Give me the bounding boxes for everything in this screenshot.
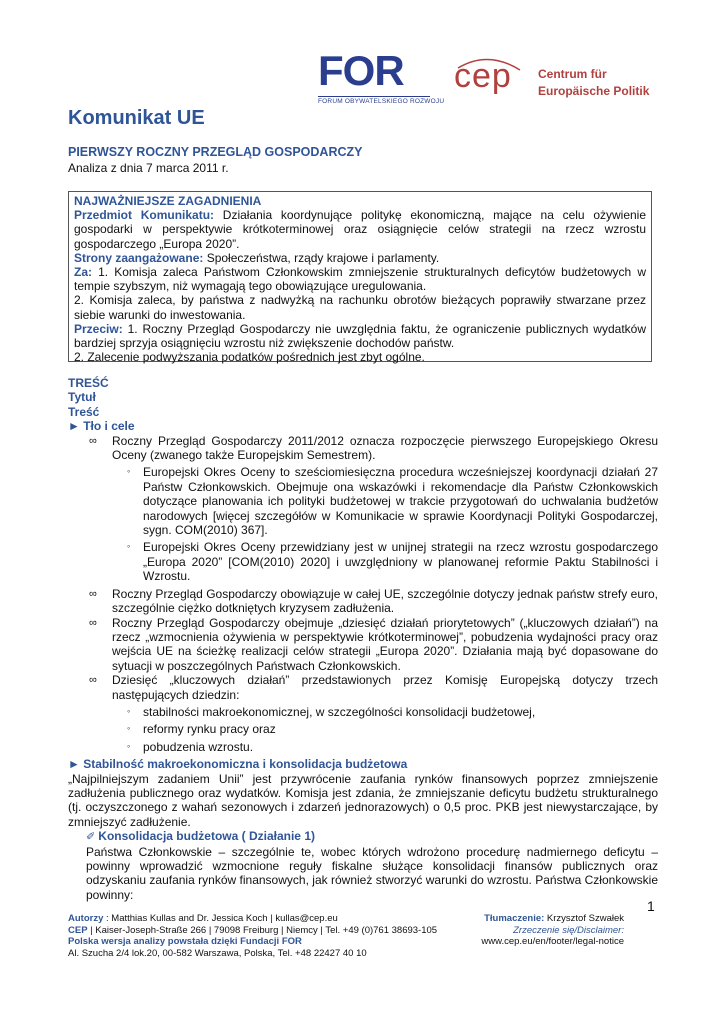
summary-pro-2: 2. Komisja zaleca, by państwa z nadwyżką na rachunku obrotów bieżących poprawiły stwarzane przez siebie warunki do inwestowania. <box>74 293 646 322</box>
footer-polish-version: Polska wersja analizy powstała dzięki Fundacji FOR <box>68 936 302 948</box>
cep-logo <box>448 56 528 96</box>
sub-list-item-text: Europejski Okres Oceny to sześciomiesięczna procedura wcześniejszej koordynacji działań 27 Państw Członkowskich. Obejmuje ona wskazówki i rekomendacje dla Państw Członkowskich dotyczące planowania ich polityki budżetowej w trakcie przygotowań do uchwalania budżetów narodowych [więcej szczegółów w Komunikacie w sprawie Koordynacji Polityki Gospodarczej, sygn. COM(2010) 367]. <box>143 465 658 538</box>
con-1: 1. Roczny Przegląd Gospodarczy nie uwzględnia faktu, że ograniczenie publicznych wydatków bardziej sprzyja osiągnięciu wzrostu niż zwiększenie dochodów państw. <box>74 321 646 351</box>
content-tresc: Treść <box>68 404 100 419</box>
list-item <box>89 587 658 616</box>
footer-left <box>68 913 468 959</box>
sub-bullet-icon: ◦ <box>127 541 131 552</box>
paragraph: „Najpilniejszym zadaniem Unii” jest przywrócenie zaufania rynków finansowych poprzez zmniejszenie zadłużenia publicznego oraz wydatków. Komisja jest zdania, że zmniejszanie deficytu budżetu strukturalnego (tj. oczyszczonego z wahań sezonowych i zdarzeń jednorazowych) o 0,5 proc. PKB jest niewystarczające, by zmniejszyć zadłużenie. <box>68 771 658 829</box>
subsection-marker-icon: ✐ <box>86 831 99 844</box>
authors-text: : Matthias Kullas and Dr. Jessica Koch | kullas@cep.eu <box>103 913 338 924</box>
sub-bullet-icon: ◦ <box>127 705 131 716</box>
cep-logo-name <box>538 66 649 100</box>
list-item-text: Roczny Przegląd Gospodarczy obowiązuje w całej UE, szczególnie dotyczy jednak państw strefy euro, szczególnie ciężko dotkniętych kryzysem zadłużenia. <box>112 586 658 616</box>
document-date: Analiza z dnia 7 marca 2011 r. <box>68 161 229 175</box>
footer-right <box>444 913 624 948</box>
pro-1: 1. Komisja zaleca Państwom Członkowskim zmniejszenie strukturalnych deficytów budżetowych w tempie szybszym, niż wymagają tego obowiązujące uregulowania. <box>74 265 646 294</box>
summary-pro <box>74 265 646 293</box>
summary-heading: NAJWAŻNIEJSZE ZAGADNIENIA <box>74 194 262 208</box>
footer-authors <box>68 913 468 925</box>
list-item-text: Roczny Przegląd Gospodarczy 2011/2012 oznacza rozpoczęcie pierwszego Europejskiego Okresu Oceny (zwanego także Europejskim Semestrem). <box>112 433 658 463</box>
cep-logo-word: cep <box>454 57 512 95</box>
subject-text: Działania koordynujące politykę ekonomiczną, mające na celu ożywienie gospodarki w perspektywie krótkoterminowej oraz osiągnięcie celów strategii na rzecz wzrostu gospodarczego „Europa 2020”. <box>74 208 647 251</box>
sub-bullet-icon: ◦ <box>127 740 131 751</box>
cep-label: CEP <box>68 924 88 936</box>
sub-list-item <box>127 465 658 537</box>
for-logo <box>318 47 445 106</box>
content-heading: TREŚĆ <box>68 376 109 390</box>
summary-con <box>74 322 646 350</box>
bullet-icon: ∞ <box>89 616 97 629</box>
main-content <box>68 376 658 902</box>
parties-label: Strony zaangażowane: <box>74 250 204 265</box>
footer-legal-link[interactable]: www.cep.eu/en/footer/legal-notice <box>481 936 624 948</box>
document-title: Komunikat UE <box>68 107 205 129</box>
sub-list-item <box>127 740 658 754</box>
sub-bullet-icon: ◦ <box>127 466 131 477</box>
cep-name-line2: Europäische Politik <box>538 84 650 98</box>
list-item-text: Roczny Przegląd Gospodarczy obejmuje „dziesięć działań priorytetowych” („kluczowych działań”) na rzecz „wzmocnienia ożywienia w perspektywie krótkoterminowej”, pobudzenia wydajności pracy oraz wejścia UE na ścieżkę realizacji celów strategii „Europa 2020”. Działania mają być dopasowane do sytuacji w poszczególnych Państwach Członkowskich. <box>112 615 658 673</box>
subject-label: Przedmiot Komunikatu: <box>74 208 215 223</box>
list-item <box>89 434 658 584</box>
parties-text: Społeczeństwa, rządy krajowe i parlamenty. <box>203 250 440 265</box>
footer-cep <box>68 925 468 937</box>
translation-text: Krzysztof Szwałek <box>544 913 624 924</box>
content-tytul: Tytuł <box>68 390 96 405</box>
document-subtitle: PIERWSZY ROCZNY PRZEGLĄD GOSPODARCZY <box>68 145 363 159</box>
con-label: Przeciw: <box>74 321 123 336</box>
cep-name-line1: Centrum für <box>538 67 607 81</box>
list-item <box>89 673 658 754</box>
summary-subject <box>74 208 646 251</box>
authors-label: Autorzy <box>68 913 104 924</box>
sub-list <box>112 705 658 754</box>
sub-list-item <box>127 540 658 583</box>
section-heading-background: ► Tło i cele <box>68 419 135 434</box>
footer-translation <box>444 913 624 925</box>
summary-box <box>68 191 652 365</box>
sub-list-item-text: stabilności makroekonomicznej, w szczególności konsolidacji budżetowej, <box>143 704 536 719</box>
sub-list-item <box>127 705 658 719</box>
bullet-icon: ∞ <box>89 587 97 600</box>
bullet-icon: ∞ <box>89 434 97 447</box>
subsection-heading-text: Konsolidacja budżetowa ( Działanie 1) <box>98 829 315 844</box>
subsection-heading <box>68 829 658 844</box>
sub-list-item-text: reformy rynku pracy oraz <box>143 722 276 737</box>
translation-label: Tłumaczenie: <box>484 913 545 924</box>
sub-list-item-text: Europejski Okres Oceny przewidziany jest w unijnej strategii na rzecz wzrostu gospodarczego „Europa 2020” [COM(2010) 2020] i uwzględniony w planowanej reformie Paktu Stabilności i Wzrostu. <box>143 540 658 584</box>
list-item-text: Dziesięć „kluczowych działań” przedstawionych przez Komisję Europejską dotyczy trzech następujących dziedzin: <box>112 673 658 702</box>
list-item <box>89 616 658 674</box>
pro-label: Za: <box>74 265 92 280</box>
summary-con-2: 2. Zalecenie podwyższania podatków pośrednich jest zbyt ogólne. <box>74 350 425 365</box>
bullet-icon: ∞ <box>89 674 97 687</box>
footer-address: Al. Szucha 2/4 lok.20, 00-582 Warszawa, Polska, Tel. +48 22427 40 10 <box>68 947 367 959</box>
footer-disclaimer: Zrzeczenie się/Disclaimer: <box>513 924 624 936</box>
sub-list-item <box>127 722 658 736</box>
cep-address: | Kaiser-Joseph-Straße 266 | 79098 Freiburg | Niemcy | Tel. +49 (0)761 38693-105 <box>87 924 438 936</box>
sub-list-item-text: pobudzenia wzrostu. <box>143 739 254 754</box>
sub-list <box>112 465 658 583</box>
for-logo-subtitle: FORUM OBYWATELSKIEGO ROZWOJU <box>318 98 445 105</box>
section-heading-stability: ► Stabilność makroekonomiczna i konsolidacja budżetowa <box>68 757 408 772</box>
page-number: 1 <box>647 898 655 914</box>
paragraph: Państwa Członkowskie – szczególnie te, wobec których wdrożono procedurę nadmiernego deficytu – powinny wprowadzić wzmocnione reguły fiskalne służące konsolidacji finansów publicznych oraz odzyskaniu zaufania rynków finansowych, jak również stworzyć warunki do wzrostu. Państwa Członkowskie powinny: <box>86 844 658 902</box>
sub-bullet-icon: ◦ <box>127 723 131 734</box>
bullet-list <box>68 434 658 755</box>
summary-parties <box>74 251 646 265</box>
for-logo-word: FOR <box>318 47 404 94</box>
